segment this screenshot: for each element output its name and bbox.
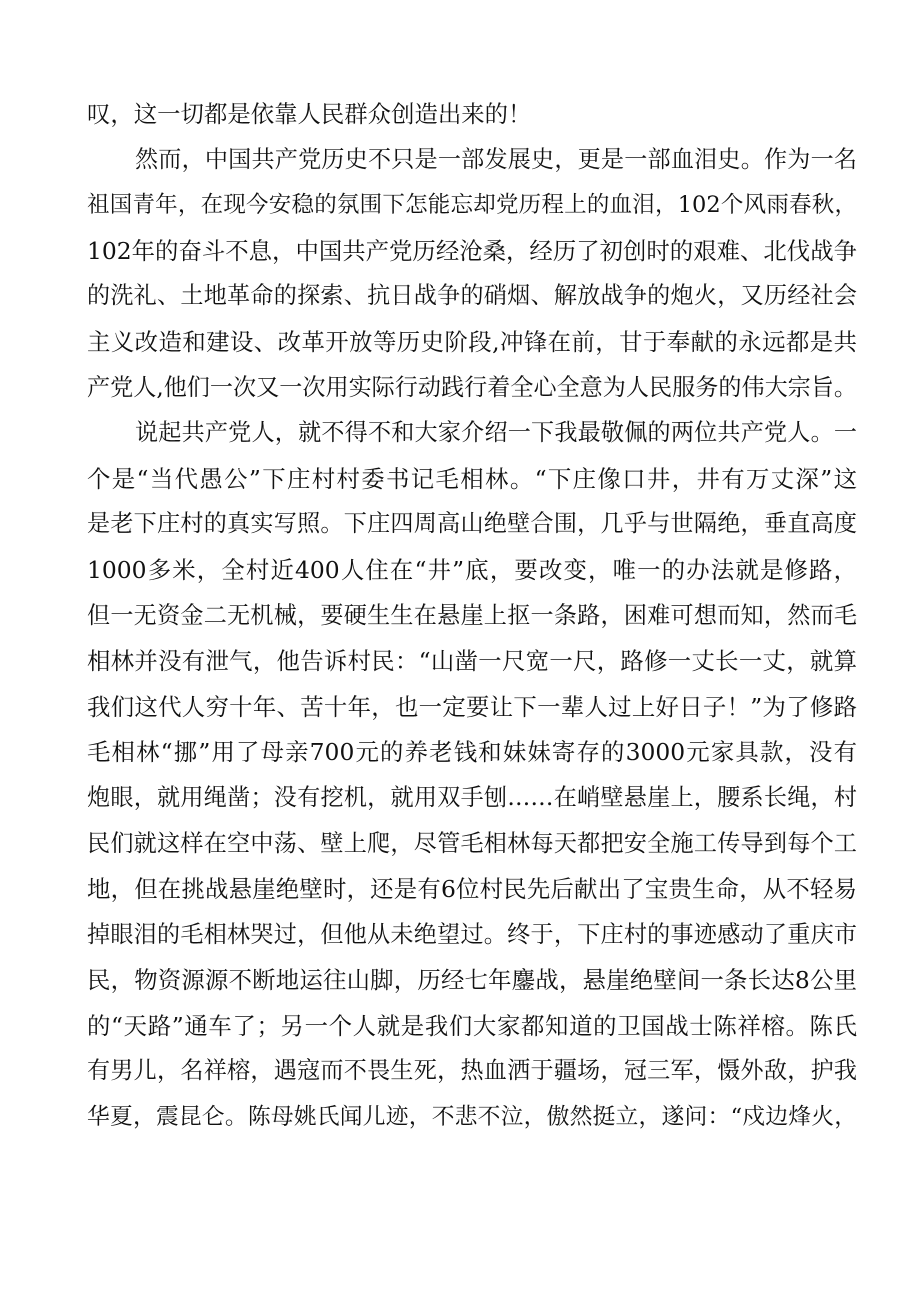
text-line-8: 说起共产党人，就不得不和大家介绍一下我最敬佩的两位共产党人。一: [135, 420, 857, 447]
text-line-10: 是老下庄村的真实写照。下庄四周高山绝壁合围，几乎与世隔绝，垂直高度: [87, 511, 857, 538]
text-line-3: 祖国青年，在现今安稳的氛围下怎能忘却党历程上的血泪，102个风雨春秋，: [87, 192, 857, 219]
text-line-12: 但一无资金二无机械，要硬生生在悬崖上抠一条路，困难可想而知，然而毛: [87, 602, 857, 629]
text-line-6: 主义改造和建设、改革开放等历史阶段,冲锋在前，甘于奉献的永远都是共: [87, 327, 857, 356]
text-line-2: 然而，中国共产党历史不只是一部发展史，更是一部血泪史。作为一名: [135, 146, 857, 173]
text-line-7: 产党人,他们一次又一次用实际行动践行着全心全意为人民服务的伟大宗旨。: [87, 374, 857, 401]
text-line-11: 1000多米，全村近400人住在“井”底，要改变，唯一的办法就是修路，: [87, 555, 857, 584]
text-line-20: 民，物资源源不断地运往山脚，历经七年鏖战，悬崖绝壁间一条长达8公里: [87, 966, 857, 995]
text-line-13: 相林并没有泄气，他告诉村民：“山凿一尺宽一尺，路修一丈长一丈，就算: [87, 647, 857, 676]
text-line-14: 我们这代人穷十年、苦十年，也一定要让下一辈人过上好日子！”为了修路: [87, 692, 857, 721]
text-line-15: 毛相林“挪”用了母亲700元的养老钱和妹妹寄存的3000元家具款，没有: [87, 738, 857, 767]
text-line-17: 民们就这样在空中荡、壁上爬，尽管毛相林每天都把安全施工传导到每个工: [87, 830, 857, 857]
text-line-1: 叹，这一切都是依靠人民群众创造出来的！: [87, 100, 532, 128]
text-line-16: 炮眼，就用绳凿；没有挖机，就用双手刨……在峭壁悬崖上，腰系长绳，村: [87, 784, 857, 811]
text-line-19: 掉眼泪的毛相林哭过，但他从未绝望过。终于，下庄村的事迹感动了重庆市: [87, 921, 857, 948]
text-line-22: 有男儿，名祥榕，遇寇而不畏生死，热血洒于疆场，冠三军，慑外敌，护我: [87, 1058, 857, 1085]
text-line-18: 地，但在挑战悬崖绝壁时，还是有6位村民先后献出了宝贵生命，从不轻易: [87, 875, 857, 904]
text-line-4: 102年的奋斗不息，中国共产党历经沧桑，经历了初创时的艰难、北伐战争: [87, 236, 857, 265]
text-line-5: 的洗礼、土地革命的探索、抗日战争的硝烟、解放战争的炮火，又历经社会: [87, 283, 857, 310]
body-text: [87, 92, 857, 1141]
text-line-21: 的“天路”通车了；另一个人就是我们大家都知道的卫国战士陈祥榕。陈氏: [87, 1011, 857, 1040]
text-line-23: 华夏，震昆仑。陈母姚氏闻儿迹，不悲不泣，傲然挺立，遂问：“戍边烽火，: [87, 1104, 857, 1131]
text-line-9: 个是“当代愚公”下庄村村委书记毛相林。“下庄像口井，井有万丈深”这: [87, 464, 857, 493]
